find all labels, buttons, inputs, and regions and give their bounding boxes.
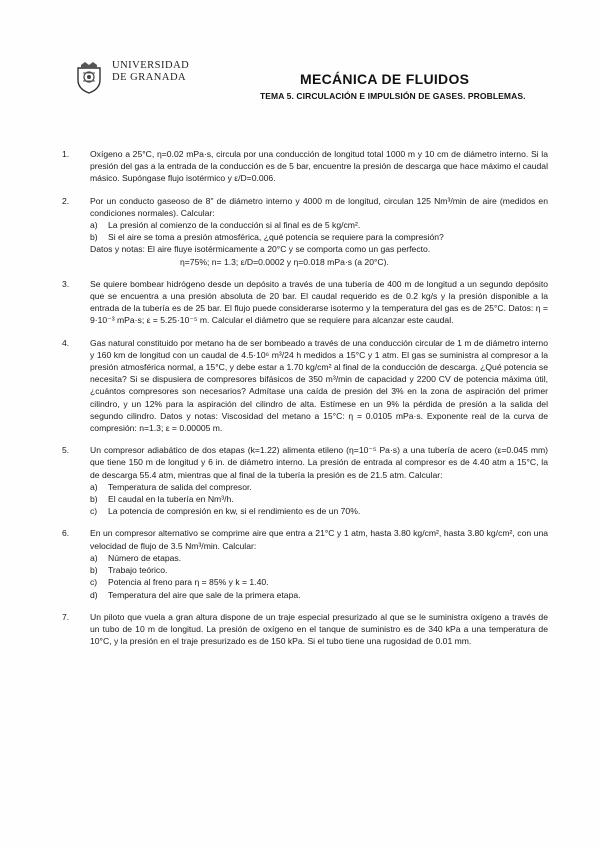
problem-notes-data: η=75%; n= 1.3; ε/D=0.0002 y η=0.018 mPa·s (a 20°C). [180, 256, 389, 267]
problem-list [62, 148, 548, 657]
problem-text: Un compresor adiabático de dos etapas (k=1.22) alimenta etileno (η=10⁻⁵ Pa·s) a una tubería de acero (ε=0.045 mm) que tiene 150 m de longitud y 6 in. de diámetro interno. La presión de entrada al compresor es de 4.40 atm a 15°C, la de descarga 55.4 atm, mientras que al final de la tubería la presión es de 21.5 atm. Calcular: [90, 445, 548, 480]
item-letter: a) [90, 220, 98, 231]
problem-text: Un piloto que vuela a gran altura dispone de un traje especial presurizado al que se le suministra oxígeno a través de un tubo de 10 m de longitud. La presión de oxígeno en el tanque de suministro es de 340 kPa a una temperatura de 10°C, y la presión en el traje presurizado es de 150 kPa. Si el tubo tiene una rugosidad de 0.01 mm. [90, 611, 548, 647]
problem-number: 3. [62, 278, 70, 289]
problem-number: 1. [62, 149, 70, 159]
item-text: El caudal en la tubería en Nm³/h. [108, 494, 234, 505]
university-name-line1: UNIVERSIDAD [112, 60, 190, 71]
problem-text: Se quiere bombear hidrógeno desde un depósito a través de una tubería de 400 m de longitud a un segundo depósito que se encuentra a una presión absoluta de 20 bar. El caudal requerido es de 0.2 kg/s y la presión disponible a la entrada de la tubería es de 25 bar. El flujo puede considerarse isotermo y la temperatura del gas es de 25°C. Datos: η = 9·10⁻³ mPa·s; ε = 5.25·10⁻⁵ m. Calcular el diámetro que se requiere para alcanzar este caudal. [90, 278, 548, 326]
item-letter: b) [90, 565, 98, 576]
problem-text: En un compresor alternativo se comprime aire que entra a 21°C y 1 atm, hasta 3.80 kg/cm², hasta 3.80 kg/cm², con una velocidad de flujo de 3.5 Nm³/min. Calcular: [90, 528, 548, 551]
problem-item [90, 481, 548, 493]
university-name-line2: DE GRANADA [112, 72, 187, 83]
problem-6 [62, 527, 548, 600]
problem-text: Gas natural constituido por metano ha de ser bombeado a través de una conducción circular de 1 m de diámetro interno y 160 km de longitud con un caudal de 4.5·10⁶ m³/24 h medidos a 15°C y 1 atm. El gas se suministra al compresor a la presión atmosférica normal, a 15°C, y debe estar a 1.70 kg/cm² al final de la conducción de descarga. ¿Qué potencia se necesita? Si se dispusiera de compresores bifásicos de 350 m³/min de capacidad y 2200 CV de potencia máxima útil, ¿cuántos compresores son necesarios? Admítase una caída de presión del 3% en la zona de aspiración del primer cilindro, y un 12% para la aspiración del cilindro de alta. Estímese en un 9% la pérdida de presión a la salida del segundo cilindro. Datos y notas: Viscosidad del metano a 15°C: η = 0.0105 mPa·s. Exponente real de la curva de compresión: n=1.3; ε = 0.00005 m. [90, 337, 548, 434]
item-letter: b) [90, 232, 98, 243]
problem-4 [62, 337, 548, 435]
problem-number: 6. [62, 528, 70, 539]
page-header [0, 0, 600, 120]
problem-number: 7. [62, 611, 70, 622]
problem-7 [62, 611, 548, 648]
item-letter: b) [90, 494, 98, 505]
item-text: Si el aire se toma a presión atmosférica, ¿qué potencia se requiere para la compresión? [108, 232, 444, 243]
problem-5 [62, 444, 548, 517]
problem-item [90, 231, 548, 243]
document-subtitle: TEMA 5. CIRCULACIÓN E IMPULSIÓN DE GASES. PROBLEMAS. [260, 91, 526, 101]
problem-item [90, 589, 548, 601]
problem-item [90, 505, 548, 517]
problem-item [90, 493, 548, 505]
problem-item [90, 564, 548, 576]
problem-text: Oxígeno a 25°C, η=0.02 mPa·s, circula por una conducción de longitud total 1000 m y 10 cm de diámetro interno. Si la presión del gas a la entrada de la conducción es de 5 bar, encuentre la presión de descarga que hace máximo el caudal másico. Supóngase flujo isotérmico y ε/D=0.006. [90, 149, 548, 184]
item-text: Temperatura del aire que sale de la primera etapa. [108, 589, 301, 600]
problem-notes: Datos y notas: El aire fluye isotérmicamente a 20°C y se comporta como un gas perfecto. [90, 244, 431, 255]
item-letter: c) [90, 506, 98, 517]
item-text: Trabajo teórico. [108, 565, 168, 576]
item-letter: d) [90, 589, 98, 600]
university-name [112, 60, 189, 84]
item-text: La presión al comienzo de la conducción si al final es de 5 kg/cm². [108, 220, 361, 231]
problem-number: 5. [62, 445, 70, 456]
problem-item [90, 552, 548, 564]
document-title: MECÁNICA DE FLUIDOS [300, 71, 470, 87]
item-text: Número de etapas. [108, 552, 182, 563]
problem-number: 2. [62, 195, 70, 206]
item-text: Temperatura de salida del compresor. [108, 481, 252, 492]
item-text: Potencia al freno para η = 85% y k = 1.40. [108, 577, 269, 588]
university-crest-icon [72, 60, 106, 94]
problem-1 [62, 148, 548, 185]
problem-3 [62, 278, 548, 327]
problem-number: 4. [62, 337, 70, 348]
item-text: La potencia de compresión en kw, si el rendimiento es de un 70%. [108, 506, 361, 517]
problem-2 [62, 195, 548, 268]
problem-item [90, 219, 548, 231]
item-letter: a) [90, 552, 98, 563]
item-letter: c) [90, 577, 98, 588]
problem-item [90, 576, 548, 588]
item-letter: a) [90, 481, 98, 492]
problem-text: Por un conducto gaseoso de 8" de diámetro interno y 4000 m de longitud, circulan 125 Nm³/min de aire (medidos en condiciones normales). Calcular: [90, 195, 548, 218]
